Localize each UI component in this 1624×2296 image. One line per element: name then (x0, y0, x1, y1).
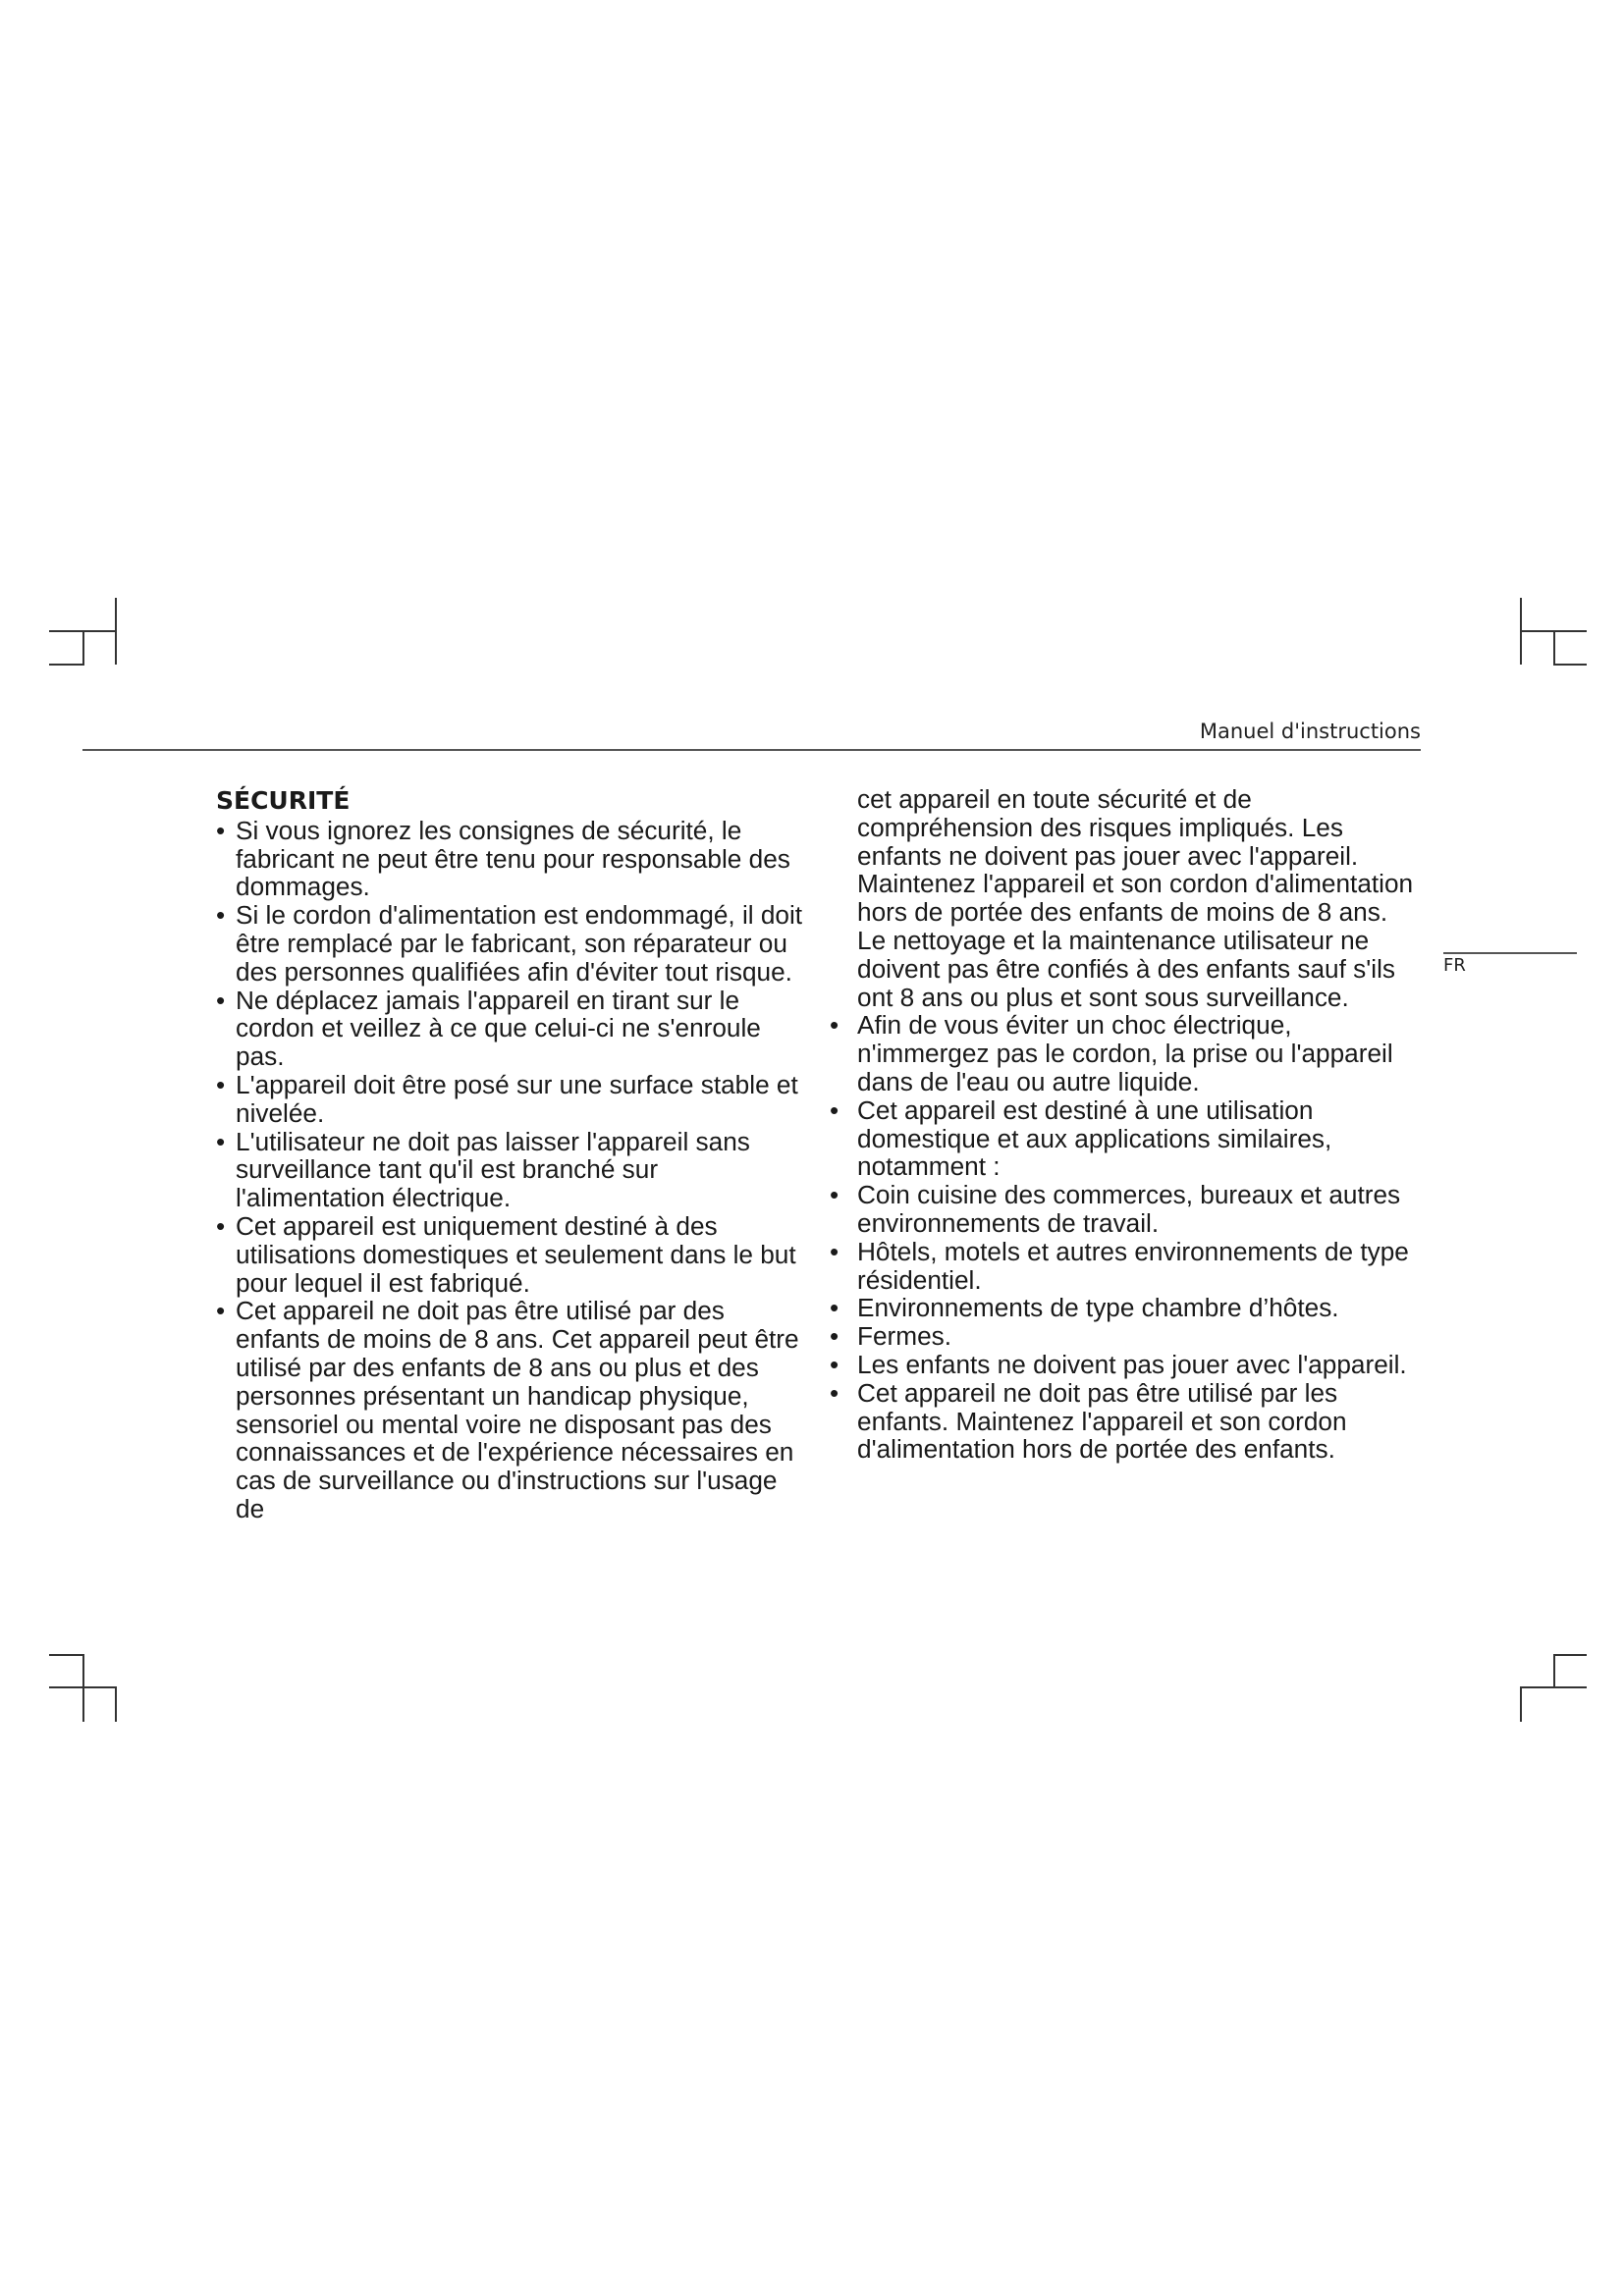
list-item: • Cet appareil est destiné à une utilisation domestique et aux applications similaires, notamment : (830, 1096, 1419, 1181)
section-title: SÉCURITÉ (216, 786, 351, 815)
crop-mark-bottom-left-v (115, 1686, 117, 1722)
crop-mark-bottom-left-v2 (82, 1654, 84, 1722)
list-item: • Fermes. (830, 1322, 1419, 1351)
list-item: • Cet appareil est uniquement destiné à des utilisations domestiques et seulement dans le but pour lequel il est fabriqué. (216, 1212, 805, 1297)
list-item: • Coin cuisine des commerces, bureaux et autres environnements de travail. (830, 1181, 1419, 1238)
crop-mark-bottom-right-h2 (1553, 1654, 1587, 1656)
list-item: • Si le cordon d'alimentation est endommagé, il doit être remplacé par le fabricant, son réparateur ou des personnes qualifiées afin d'éviter tout risque. (216, 901, 805, 986)
language-tab-rule (1443, 952, 1577, 954)
crop-mark-top-left-h2 (49, 664, 84, 666)
crop-mark-top-left-v2 (82, 631, 84, 664)
list-item: • Cet appareil ne doit pas être utilisé par les enfants. Maintenez l'appareil et son cordon d'alimentation hors de portée des enfants. (830, 1379, 1419, 1464)
list-item: • Hôtels, motels et autres environnements de type résidentiel. (830, 1238, 1419, 1295)
list-item: • Si vous ignorez les consignes de sécurité, le fabricant ne peut être tenu pour responsable des dommages. (216, 817, 805, 901)
header-rule (82, 749, 1421, 751)
right-bullet-list (830, 1011, 1419, 1464)
list-item: • Cet appareil ne doit pas être utilisé par des enfants de moins de 8 ans. Cet appareil peut être utilisé par des enfants de 8 ans ou plus et des personnes présentant un handicap physique, sensoriel ou mental voire ne disposant pas des connaissances et de l'expérience nécessaires en cas de surveillance ou d'instructions sur l'usage de (216, 1297, 805, 1522)
left-bullet-list (216, 817, 805, 1523)
crop-mark-top-right-h2 (1553, 664, 1587, 666)
list-item: • Ne déplacez jamais l'appareil en tirant sur le cordon et veillez à ce que celui-ci ne s'enroule pas. (216, 987, 805, 1071)
list-item: • Afin de vous éviter un choc électrique, n'immergez pas le cordon, la prise ou l'appareil dans de l'eau ou autre liquide. (830, 1011, 1419, 1095)
continuation-paragraph: cet appareil en toute sécurité et de compréhension des risques impliqués. Les enfants ne doivent pas jouer avec l'appareil. Maintenez l'appareil et son cordon d'alimentation hors de portée des enfants de moins de 8 ans. Le nettoyage et la maintenance utilisateur ne doivent pas être confiés à des enfants sauf s'ils ont 8 ans ou plus et sont sous surveillance. (857, 784, 1414, 1012)
header-title: Manuel d'instructions (1199, 720, 1421, 743)
language-tab-code: FR (1443, 955, 1466, 976)
right-column (830, 785, 1419, 1464)
crop-mark-top-left-v (115, 598, 117, 665)
list-item: • Les enfants ne doivent pas jouer avec l'appareil. (830, 1351, 1419, 1379)
crop-mark-top-right-v2 (1553, 631, 1555, 664)
crop-mark-bottom-right-v (1520, 1686, 1522, 1722)
crop-mark-bottom-left-h2 (49, 1654, 84, 1656)
list-item: • L'utilisateur ne doit pas laisser l'appareil sans surveillance tant qu'il est branché sur l'alimentation électrique. (216, 1128, 805, 1212)
list-item: • L'appareil doit être posé sur une surface stable et nivelée. (216, 1071, 805, 1128)
crop-mark-bottom-right-v2 (1553, 1654, 1555, 1687)
left-column (216, 785, 805, 1523)
list-item: • Environnements de type chambre d’hôtes. (830, 1294, 1419, 1322)
